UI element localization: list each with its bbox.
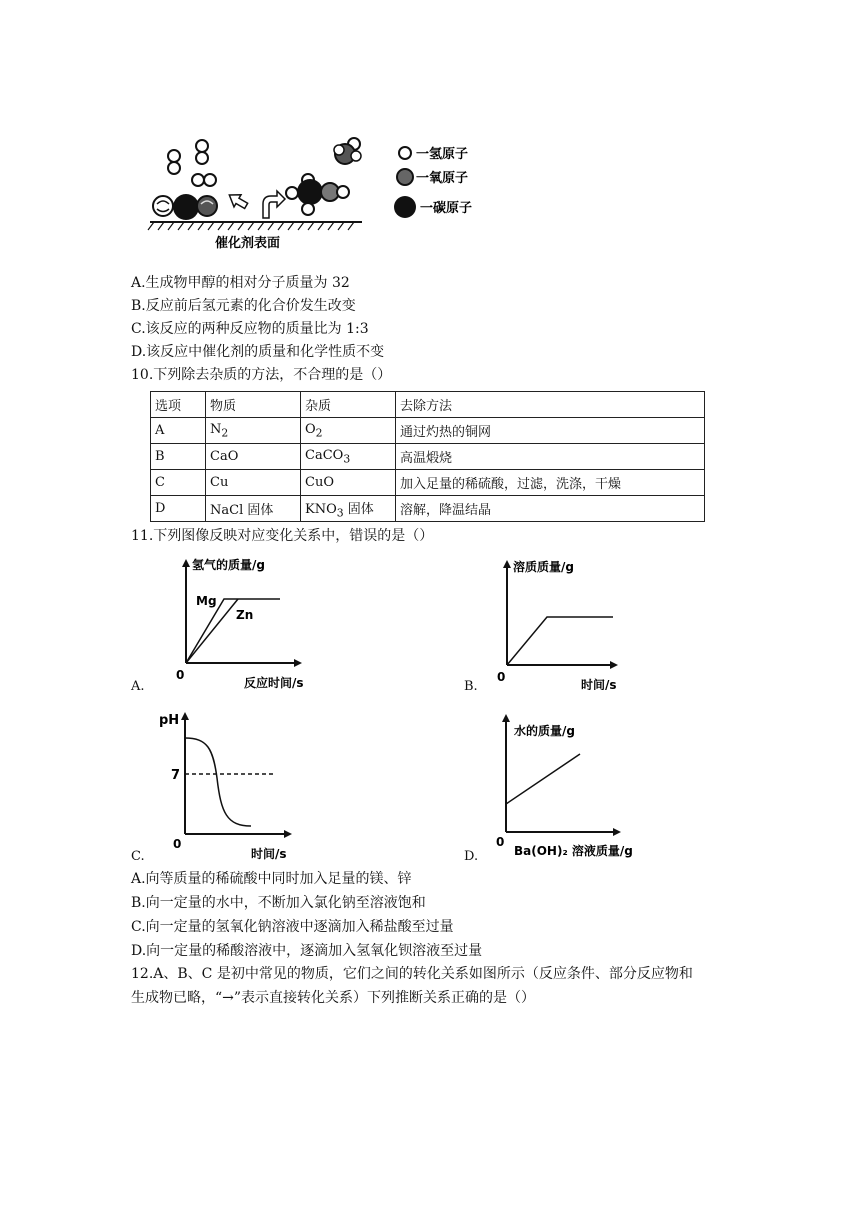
- impurity-table: [150, 391, 705, 522]
- q9-option-c: C.该反应的两种反应物的质量比为 1:3: [131, 321, 369, 337]
- q9-option-b: B.反应前后氢元素的化合价发生改变: [131, 298, 356, 314]
- hydrogen-atom: [204, 174, 216, 186]
- graph-b-origin: 0: [497, 670, 506, 684]
- oxygen-atom: [197, 196, 217, 216]
- hydrogen-atom: [337, 186, 349, 198]
- q9-option-a: A.生成物甲醇的相对分子质量为 32: [131, 275, 350, 291]
- legend-hydrogen: 一氢原子: [416, 147, 469, 162]
- q9-option-d: D.该反应中催化剂的质量和化学性质不变: [131, 344, 385, 360]
- graph-a-mg-label: Mg: [196, 594, 217, 608]
- mg-curve: [186, 599, 280, 663]
- q11-stem: 11.下列图像反映对应变化关系中，错误的是（）: [131, 528, 434, 544]
- arrow-icon: [225, 190, 249, 212]
- graph-b-letter: B.: [464, 679, 478, 694]
- legend-carbon: 一碳原子: [420, 201, 473, 216]
- legend-hydrogen-symbol: [399, 147, 411, 159]
- table-row: A $N_2$ $O_2$ 通过灼热的铜网: [151, 418, 705, 444]
- graph-c: [155, 708, 315, 863]
- graph-a-xlabel: 反应时间/s: [244, 676, 304, 690]
- graph-d: [490, 708, 665, 863]
- graph-c-origin: 0: [173, 837, 182, 851]
- hydrogen-atom: [192, 174, 204, 186]
- solute-curve: [507, 617, 613, 665]
- carbon-atom: [297, 179, 323, 205]
- graph-d-ylabel: 水的质量/g: [514, 724, 575, 738]
- hydrogen-atom: [196, 152, 208, 164]
- ph-curve: [185, 738, 251, 826]
- graph-b: [495, 555, 635, 690]
- header-substance: 物质: [206, 392, 301, 418]
- table-header-row: [151, 392, 705, 418]
- graph-b-xlabel: 时间/s: [581, 678, 617, 690]
- graph-c-ylabel: pH: [159, 713, 180, 728]
- surface-label: 催化剂表面: [215, 236, 281, 251]
- q11-option-c: C.向一定量的氢氧化钠溶液中逐滴加入稀盐酸至过量: [131, 919, 454, 935]
- q11-option-b: B.向一定量的水中，不断加入氯化钠至溶液饱和: [131, 895, 426, 911]
- graph-a: [172, 555, 332, 690]
- header-impurity: 杂质: [301, 392, 396, 418]
- legend-oxygen: 一氧原子: [416, 171, 469, 186]
- arrow-icon: [263, 191, 285, 218]
- graph-c-ref-tick: 7: [171, 768, 181, 783]
- hydrogen-atom: [196, 140, 208, 152]
- graph-a-letter: A.: [131, 679, 145, 694]
- graph-a-zn-label: Zn: [236, 608, 254, 622]
- catalyst-reaction-diagram: [140, 130, 510, 255]
- q11-option-a: A.向等质量的稀硫酸中同时加入足量的镁、锌: [131, 871, 412, 887]
- oxygen-atom: [153, 196, 173, 216]
- graph-d-letter: D.: [464, 849, 479, 864]
- hydrogen-atom: [168, 150, 180, 162]
- graph-b-ylabel: 溶质质量/g: [513, 560, 574, 574]
- legend-oxygen-symbol: [397, 169, 413, 185]
- q12-stem-line2: 生成物已略，“→”表示直接转化关系）下列推断关系正确的是（）: [131, 990, 536, 1006]
- q11-option-d: D.向一定量的稀酸溶液中，逐滴加入氢氧化钡溶液至过量: [131, 943, 483, 959]
- hydrogen-atom: [286, 187, 298, 199]
- graph-a-origin: 0: [176, 668, 185, 682]
- header-method: 去除方法: [396, 392, 705, 418]
- hydrogen-atom: [168, 162, 180, 174]
- graph-d-origin: 0: [496, 835, 505, 849]
- table-row: D NaCl 固体 $KNO_3$ 固体 溶解，降温结晶: [151, 496, 705, 522]
- header-option: 选项: [151, 392, 206, 418]
- table-row: B CaO CaCO$_3$ 高温煅烧: [151, 444, 705, 470]
- graph-c-xlabel: 时间/s: [251, 847, 287, 861]
- water-mass-line: [506, 754, 580, 804]
- graph-d-xlabel: Ba(OH)₂ 溶液质量/g: [514, 844, 633, 858]
- hydrogen-atom: [302, 203, 314, 215]
- carbon-atom: [173, 194, 199, 220]
- graph-a-ylabel: 氢气的质量/g: [192, 558, 265, 572]
- legend-carbon-symbol: [394, 196, 416, 218]
- q12-stem-line1: 12.A、B、C 是初中常见的物质，它们之间的转化关系如图所示（反应条件、部分反应物和: [131, 966, 693, 982]
- zn-curve: [186, 599, 238, 663]
- graph-c-letter: C.: [131, 849, 145, 864]
- q10-stem: 10.下列除去杂质的方法，不合理的是（）: [131, 367, 392, 383]
- table-row: C Cu CuO 加入足量的稀硫酸，过滤，洗涤，干燥: [151, 470, 705, 496]
